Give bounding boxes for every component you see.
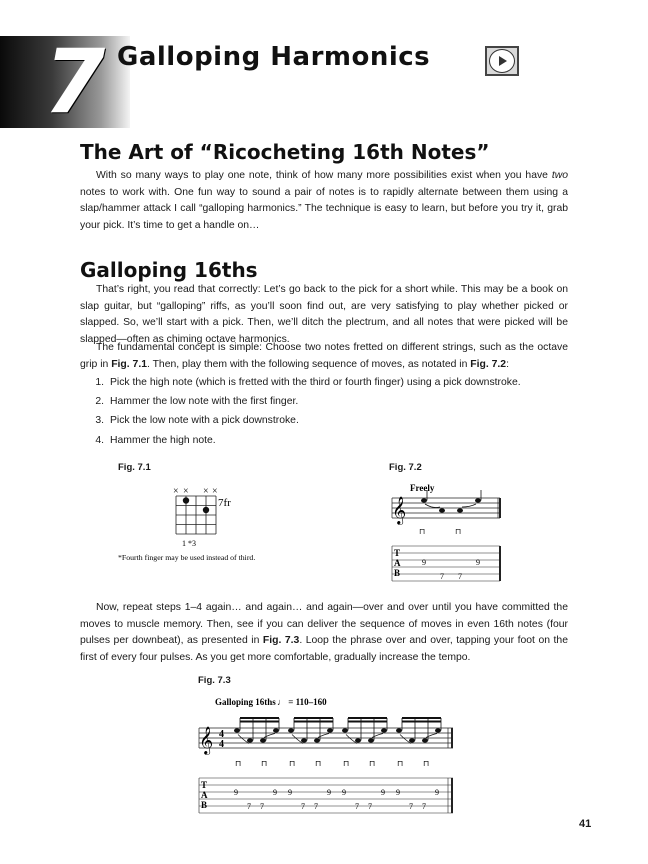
muted-string-mark: × [173,486,179,497]
note-head [314,738,320,742]
note-head [327,728,333,732]
note-head [247,738,253,742]
time-signature-bottom: 4 [219,739,224,750]
tab-label-icon: T [394,548,401,558]
slur [346,735,357,744]
intro-paragraph: With so many ways to play one note, think of how many more possibilities exist when you have two notes to work with. One fun way to sound a pair of notes is to rapidly alternate between them using a slap/hammer attack I call “galloping harmonics.” The technique is easy to learn, but before you try it, grab your pick. It’s time to get a handle on… [80,170,568,231]
fig-7-3-tempo: ♩ = 110–160 [277,697,327,707]
muted-string-mark: × [212,486,218,497]
tab-number: 7 [260,802,264,811]
note-head [381,728,387,732]
svg-text:B: B [394,568,401,578]
galloping-paragraph-1: That’s right, you read that correctly: Let’s go back to the pick for a short while. This may be a book on slap guitar, but “galloping” riffs, as you’ll soon find out, are very satisfying to play whether picked or slapped. So, we’ll start with a pick. Then, we’ll ditch the plectrum, and all notes that were picked will be slapped—often as chiming octave harmonics. [80,284,568,345]
note-head [342,728,348,732]
pick-stroke-mark: ⊓ [423,759,430,768]
svg-text:⊓: ⊓ [455,527,462,536]
note-head [409,738,415,742]
tab-number: 7 [247,802,251,811]
tab-number: 9 [381,788,385,797]
note-head [288,728,294,732]
note-head [260,738,266,742]
pick-stroke-mark: ⊓ [235,759,242,768]
slur [238,735,249,744]
tab-number: 9 [288,788,292,797]
tab-number: 7 [355,802,359,811]
fingering-label: 1 *3 [182,539,196,548]
treble-clef-icon: 𝄞 [392,498,407,524]
note-head [301,738,307,742]
tab-number: 9 [422,558,426,567]
slur [292,735,303,744]
chapter-number: 7 [44,30,106,133]
finger-dot [183,497,189,503]
svg-text:A: A [394,558,401,568]
fig-7-1-label: Fig. 7.1 [118,462,151,473]
steps-list [80,375,568,452]
tab-number: 9 [476,558,480,567]
tab-number: 9 [396,788,400,797]
tab-number: 9 [234,788,238,797]
note-head [368,738,374,742]
fig-7-2-label: Fig. 7.2 [389,462,422,473]
pick-stroke-mark: ⊓ [261,759,268,768]
galloping-paragraph-3: Now, repeat steps 1–4 again… and again… and again—over and over until you have committed the moves to muscle memory. Then, see if you can deliver the sequence of moves in even 16th notes (four pulses per downbeat), as presented in Fig. 7.3. Loop the phrase over and over, tapping your foot on the first of every four pulses. As you get more comfortable, gradually increase the tempo. [80,602,568,663]
fig-7-3-title: Galloping 16ths [215,697,276,707]
play-button-icon[interactable] [485,46,519,76]
section-heading-art: The Art of “Ricocheting 16th Notes” [80,140,490,164]
tab-number: 9 [273,788,277,797]
fig-7-2-notation [388,476,504,586]
muted-string-mark: × [203,486,209,497]
note-head [396,728,402,732]
pick-stroke-mark: ⊓ [397,759,404,768]
galloping-paragraph-2: The fundamental concept is simple: Choose two notes fretted on different strings, such as the octave grip in Fig. 7.1. Then, play them with the following sequence of moves, as notated in Fig. 7.2: [80,342,568,370]
svg-text:⊓: ⊓ [419,527,426,536]
fig-7-3-label: Fig. 7.3 [198,675,231,686]
fig-7-1-footnote: *Fourth finger may be used instead of third. [118,553,256,562]
finger-dot [203,507,209,513]
note-head [355,738,361,742]
fig-7-1-chord-diagram [110,484,310,566]
note-head [273,728,279,732]
svg-text:A: A [201,790,208,800]
fret-label: 7fr [218,497,231,509]
pick-stroke-mark: ⊓ [315,759,322,768]
fig-7-3-notation [195,690,457,815]
tab-number: 9 [327,788,331,797]
tempo-marking: Freely [410,483,435,493]
pick-stroke-mark: ⊓ [289,759,296,768]
tab-number: 7 [314,802,318,811]
tab-number: 7 [301,802,305,811]
svg-text:B: B [201,800,208,810]
note-head [422,738,428,742]
page-number: 41 [579,818,592,830]
tab-label-icon: T [201,780,208,790]
treble-clef-icon: 𝄞 [199,728,214,754]
list-item: 2. Hammer the low note with the first finger. [95,396,299,408]
time-signature-top: 4 [219,729,224,740]
chord-grid [176,496,216,534]
section-heading-galloping: Galloping 16ths [80,258,258,282]
tab-number: 9 [342,788,346,797]
tab-number: 9 [435,788,439,797]
tab-number: 7 [440,572,444,581]
pick-stroke-mark: ⊓ [343,759,350,768]
tab-number: 7 [368,802,372,811]
tab-number: 7 [409,802,413,811]
note-head [435,728,441,732]
slur [400,735,411,744]
note-head [234,728,240,732]
list-item: 4. Hammer the high note. [95,434,216,446]
chapter-title: Galloping Harmonics [117,42,431,72]
tab-number: 7 [458,572,462,581]
tab-number: 7 [422,802,426,811]
pick-stroke-mark: ⊓ [369,759,376,768]
play-triangle-icon [496,55,508,67]
muted-string-mark: × [183,486,189,497]
list-item: 1. Pick the high note (which is fretted with the third or fourth finger) using a pick downstroke. [95,377,521,388]
list-item: 3. Pick the low note with a pick downstroke. [95,415,299,427]
